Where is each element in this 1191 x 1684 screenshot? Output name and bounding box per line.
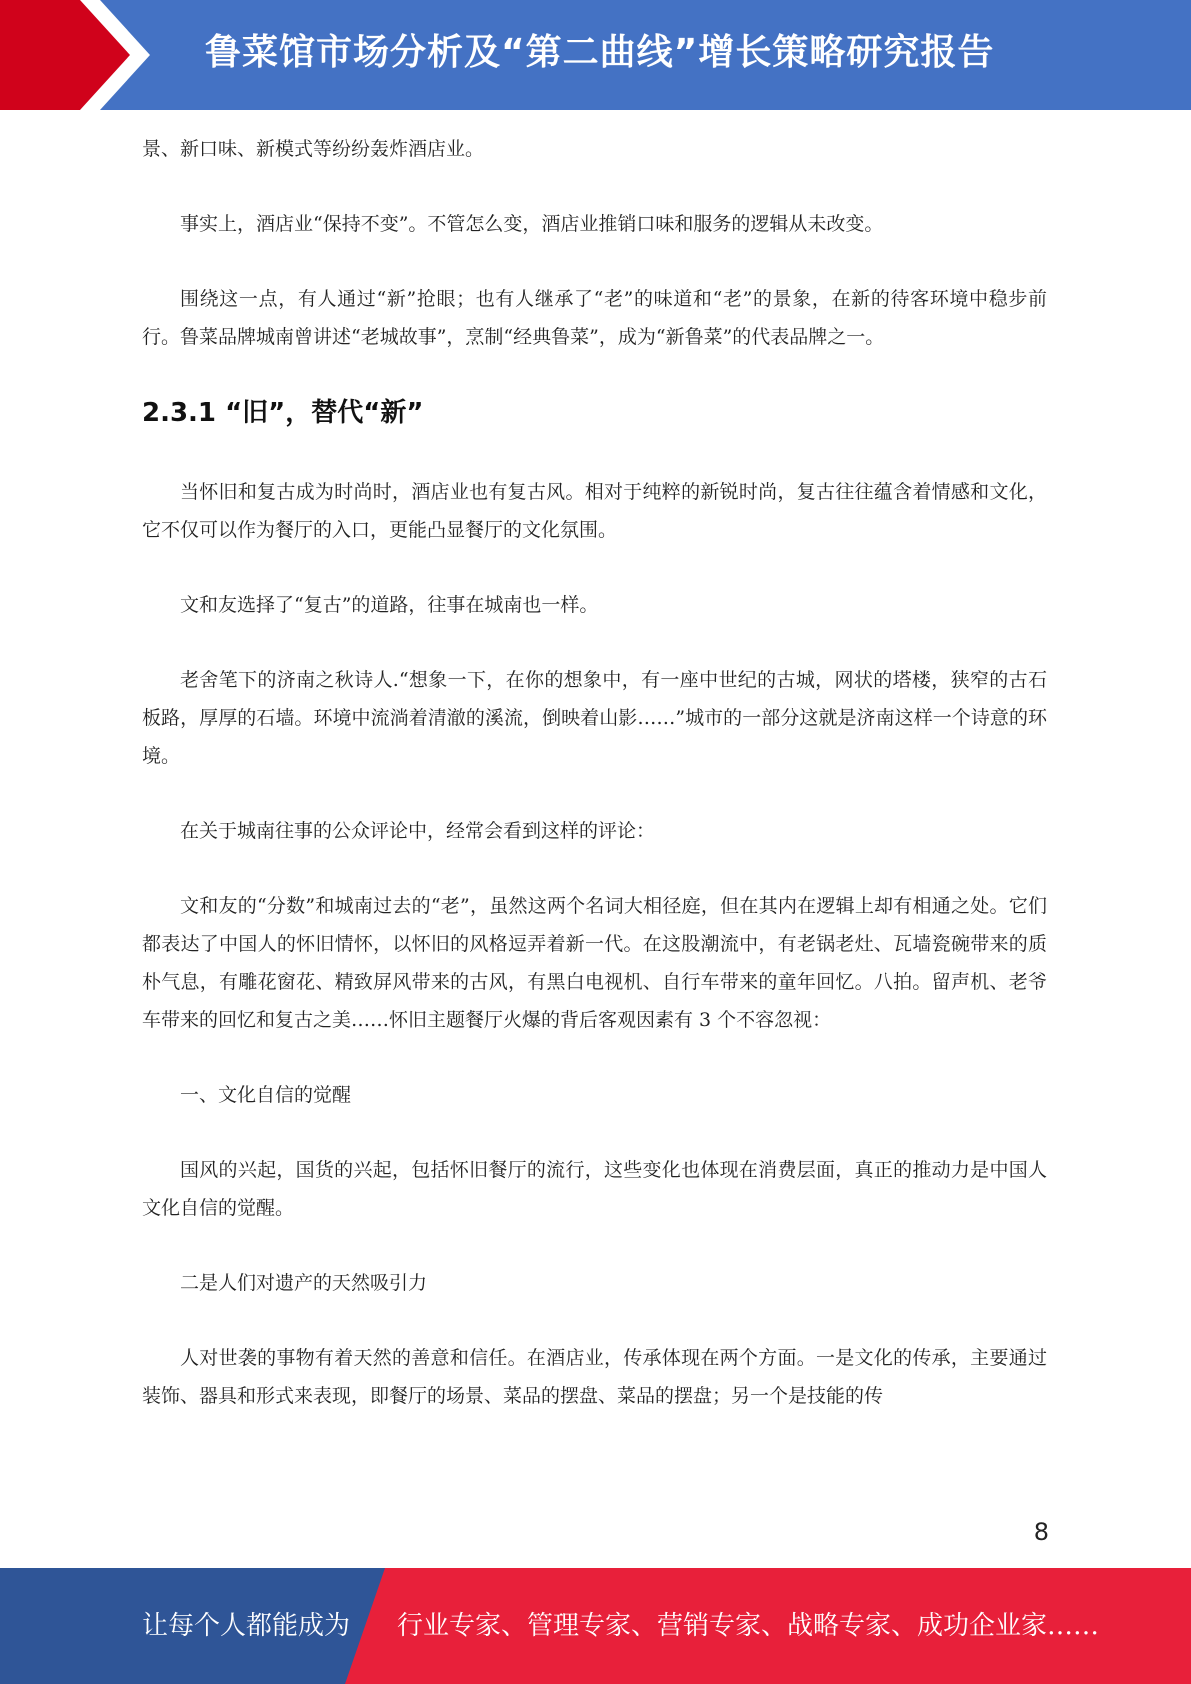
paragraph-9: 一、文化自信的觉醒 xyxy=(180,1084,352,1106)
paragraph-2: 事实上，酒店业“保持不变”。不管怎么变，酒店业推销口味和服务的逻辑从未改变。 xyxy=(180,213,884,235)
footer-slogan-left: 让每个人都能成为 xyxy=(142,1611,351,1641)
document-body xyxy=(142,130,1047,1452)
paragraph-3: 围绕这一点，有人通过“新”抢眼；也有人继承了“老”的味道和“老”的景象，在新的待客环境中稳步前行。鲁菜品牌城南曾讲述“老城故事”，烹制“经典鲁菜”，成为“新鲁菜”的代表品牌之一。 xyxy=(142,288,1047,348)
page-number: 8 xyxy=(1033,1518,1049,1546)
section-heading: 2.3.1 “旧”，替代“新” xyxy=(142,398,424,428)
report-title: 鲁菜馆市场分析及“第二曲线”增长策略研究报告 xyxy=(205,32,995,73)
page-footer xyxy=(0,1568,1191,1684)
paragraph-12: 人对世袭的事物有着天然的善意和信任。在酒店业，传承体现在两个方面。一是文化的传承，主要通过装饰、器具和形式来表现，即餐厅的场景、菜品的摆盘、菜品的摆盘；另一个是技能的传 xyxy=(142,1347,1047,1407)
paragraph-5: 文和友选择了“复古”的道路，往事在城南也一样。 xyxy=(180,594,599,616)
paragraph-4: 当怀旧和复古成为时尚时，酒店业也有复古风。相对于纯粹的新锐时尚，复古往往蕴含着情感和文化，它不仅可以作为餐厅的入口，更能凸显餐厅的文化氛围。 xyxy=(142,481,1047,541)
paragraph-8: 文和友的“分数”和城南过去的“老”，虽然这两个名词大相径庭，但在其内在逻辑上却有相通之处。它们都表达了中国人的怀旧情怀，以怀旧的风格逗弄着新一代。在这股潮流中，有老锅老灶、瓦墙瓷碗带来的质朴气息，有雕花窗花、精致屏风带来的古风，有黑白电视机、自行车带来的童年回忆。八拍。留声机、老爷车带来的回忆和复古之美……怀旧主题餐厅火爆的背后客观因素有 3 个不容忽视： xyxy=(142,895,1047,1031)
paragraph-10: 国风的兴起，国货的兴起，包括怀旧餐厅的流行，这些变化也体现在消费层面，真正的推动力是中国人文化自信的觉醒。 xyxy=(142,1159,1047,1219)
paragraph-7: 在关于城南往事的公众评论中，经常会看到这样的评论： xyxy=(180,820,656,842)
paragraph-1: 景、新口味、新模式等纷纷轰炸酒店业。 xyxy=(142,138,485,160)
paragraph-6: 老舍笔下的济南之秋诗人.“想象一下，在你的想象中，有一座中世纪的古城，网状的塔楼，狭窄的古石板路，厚厚的石墙。环境中流淌着清澈的溪流，倒映着山影……”城市的一部分这就是济南这样一个诗意的环境。 xyxy=(142,669,1047,767)
paragraph-11: 二是人们对遗产的天然吸引力 xyxy=(180,1272,428,1294)
page-header xyxy=(0,0,1191,110)
footer-slogan-right: 行业专家、管理专家、营销专家、战略专家、成功企业家…… xyxy=(397,1611,1100,1641)
